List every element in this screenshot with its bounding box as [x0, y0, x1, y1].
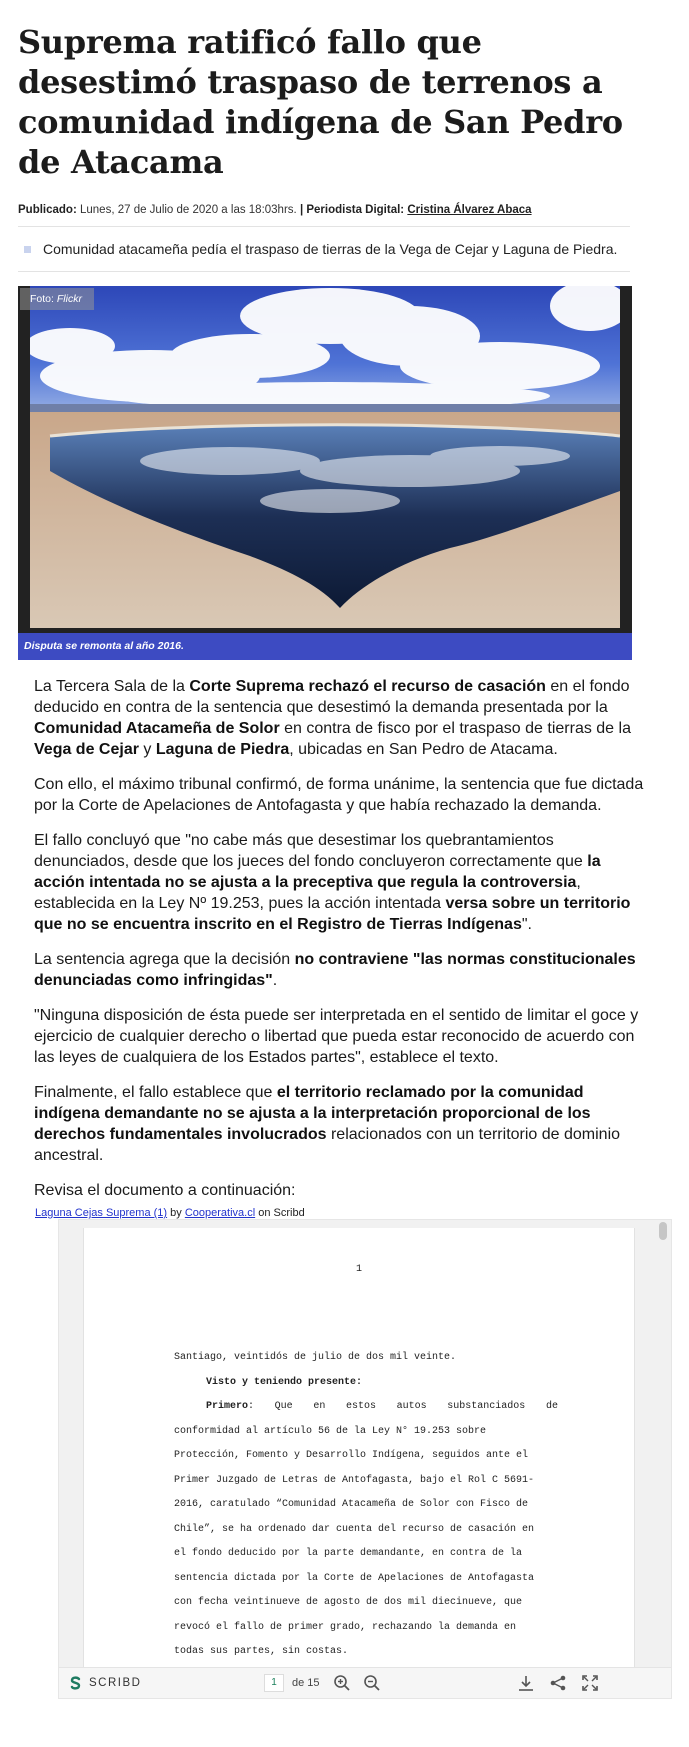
paragraph-5: "Ninguna disposición de ésta puede ser interpretada en el sentido de limitar el goce y ejercicio de cualquier derecho o libertad que pueda estar reconocido de acuerdo con las leyes de cualquiera de los Estados partes", establece el texto. — [34, 1007, 639, 1066]
document-page-number: 1 — [355, 1264, 362, 1275]
doc-line: revocó el fallo de primer grado, rechazando la demanda en — [174, 1621, 517, 1633]
doc-line: 2016, caratulado “Comunidad Atacameña de Solor con Fisco de — [174, 1499, 529, 1510]
scrollbar-thumb[interactable] — [659, 1222, 667, 1240]
scribd-viewer[interactable] — [58, 1219, 672, 1699]
photo-credit-label: Foto: — [30, 293, 54, 305]
headline: Suprema ratificó fallo que desestimó traspaso de terrenos a comunidad indígena de San Pedro de Atacama — [18, 23, 623, 181]
zoom-out-icon[interactable] — [363, 1674, 381, 1692]
article — [18, 0, 644, 1219]
embed-attribution — [35, 1207, 644, 1219]
lagoon-photo — [30, 286, 620, 628]
paragraph-7: Revisa el documento a continuación: — [34, 1182, 296, 1199]
paragraph-6: Finalmente, el fallo establece que el territorio reclamado por la comunidad indígena demandante no se ajusta a la interpretación proporcional de los derechos fundamentales involucrados relacionados con un territorio de dominio ancestral. — [34, 1084, 621, 1164]
fullscreen-icon[interactable] — [581, 1674, 599, 1692]
bullet-icon — [24, 246, 31, 253]
article-body — [34, 676, 644, 1219]
lead-text: Comunidad atacameña pedía el traspaso de tierras de la Vega de Cejar y Laguna de Piedra. — [43, 241, 618, 257]
doc-line: Visto y teniendo presente: — [206, 1376, 363, 1388]
byline — [18, 204, 630, 227]
on-scribd-text: on Scribd — [258, 1207, 305, 1219]
doc-line: Santiago, veintidós de julio de dos mil veinte. — [174, 1352, 457, 1363]
photo-credit-name: Flickr — [56, 293, 82, 305]
doc-line: Primero: Que en estos autos substanciados de — [206, 1401, 558, 1412]
lead — [18, 241, 630, 272]
doc-line: Chile”, se ha ordenado dar cuenta del recurso de casación en — [174, 1523, 535, 1535]
doc-line: el fondo deducido por la parte demandante, en contra de la — [174, 1548, 523, 1559]
doc-line: todas sus partes, sin costas. — [174, 1646, 349, 1657]
doc-line: conformidad al artículo 56 de la Ley N° 19.253 sobre — [174, 1425, 487, 1437]
main-photo[interactable] — [30, 286, 620, 628]
scribd-logo-icon — [69, 1676, 83, 1690]
paragraph-1: La Tercera Sala de la Corte Suprema rechazó el recurso de casación en el fondo deducido en contra de la sentencia que desestimó la demanda presentada por la Comunidad Atacameña de Solor en contra de fisco por el traspaso de tierras de la Vega de Cejar y Laguna de Piedra, ubicadas en San Pedro de Atacama. — [34, 678, 631, 758]
share-icon[interactable] — [549, 1674, 567, 1692]
viewer-toolbar — [59, 1667, 671, 1698]
author-link[interactable]: Cristina Álvarez Abaca — [407, 204, 532, 216]
paragraph-2: Con ello, el máximo tribunal confirmó, de forma unánime, la sentencia que fue dictada por la Corte de Apelaciones de Antofagasta y que había rechazado la demanda. — [34, 776, 644, 814]
paragraph-3: El fallo concluyó que "no cabe más que desestimar los quebrantamientos denunciados, desde que los jueces del fondo concluyeron correctamente que la acción intentada no se ajusta a la preceptiva que regula la controversia, establecida en la Ley Nº 19.253, pues la acción intentada versa sobre un territorio que no se encuentra inscrito en el Registro de Tierras Indígenas". — [34, 832, 631, 933]
document-page — [83, 1228, 635, 1668]
total-pages: de 15 — [292, 1677, 320, 1689]
doc-line: sentencia dictada por la Corte de Apelaciones de Antofagasta — [174, 1572, 535, 1584]
doc-line: con fecha veintinueve de agosto de dos mil diecinueve, que — [174, 1597, 523, 1608]
document-text — [174, 1346, 558, 1665]
published-date: Lunes, 27 de Julio de 2020 a las 18:03hrs. — [79, 204, 297, 216]
doc-line: Primer Juzgado de Letras de Antofagasta, bajo el Rol C 5691- — [174, 1474, 535, 1486]
byline-separator: | — [299, 204, 304, 216]
page-selector — [264, 1674, 320, 1692]
scribd-brand[interactable] — [69, 1676, 141, 1690]
paragraph-4: La sentencia agrega que la decisión no contraviene "las normas constitucionales denunciadas como infringidas". — [34, 951, 636, 989]
main-figure — [18, 286, 632, 660]
scribd-brand-text: SCRIBD — [89, 1677, 142, 1689]
journalist-label: Periodista Digital: — [306, 204, 405, 216]
document-link[interactable]: Laguna Cejas Suprema (1) — [35, 1207, 168, 1219]
photo-credit — [20, 288, 94, 310]
download-icon[interactable] — [517, 1674, 535, 1692]
zoom-in-icon[interactable] — [333, 1674, 351, 1692]
doc-line: Protección, Fomento y Desarrollo Indígena, seguidos ante el — [174, 1450, 529, 1461]
publisher-link[interactable]: Cooperativa.cl — [184, 1207, 256, 1219]
by-text: by — [170, 1207, 182, 1219]
published-label: Publicado: — [18, 204, 77, 216]
current-page-input[interactable]: 1 — [264, 1674, 284, 1692]
photo-caption: Disputa se remonta al año 2016. — [18, 633, 632, 660]
